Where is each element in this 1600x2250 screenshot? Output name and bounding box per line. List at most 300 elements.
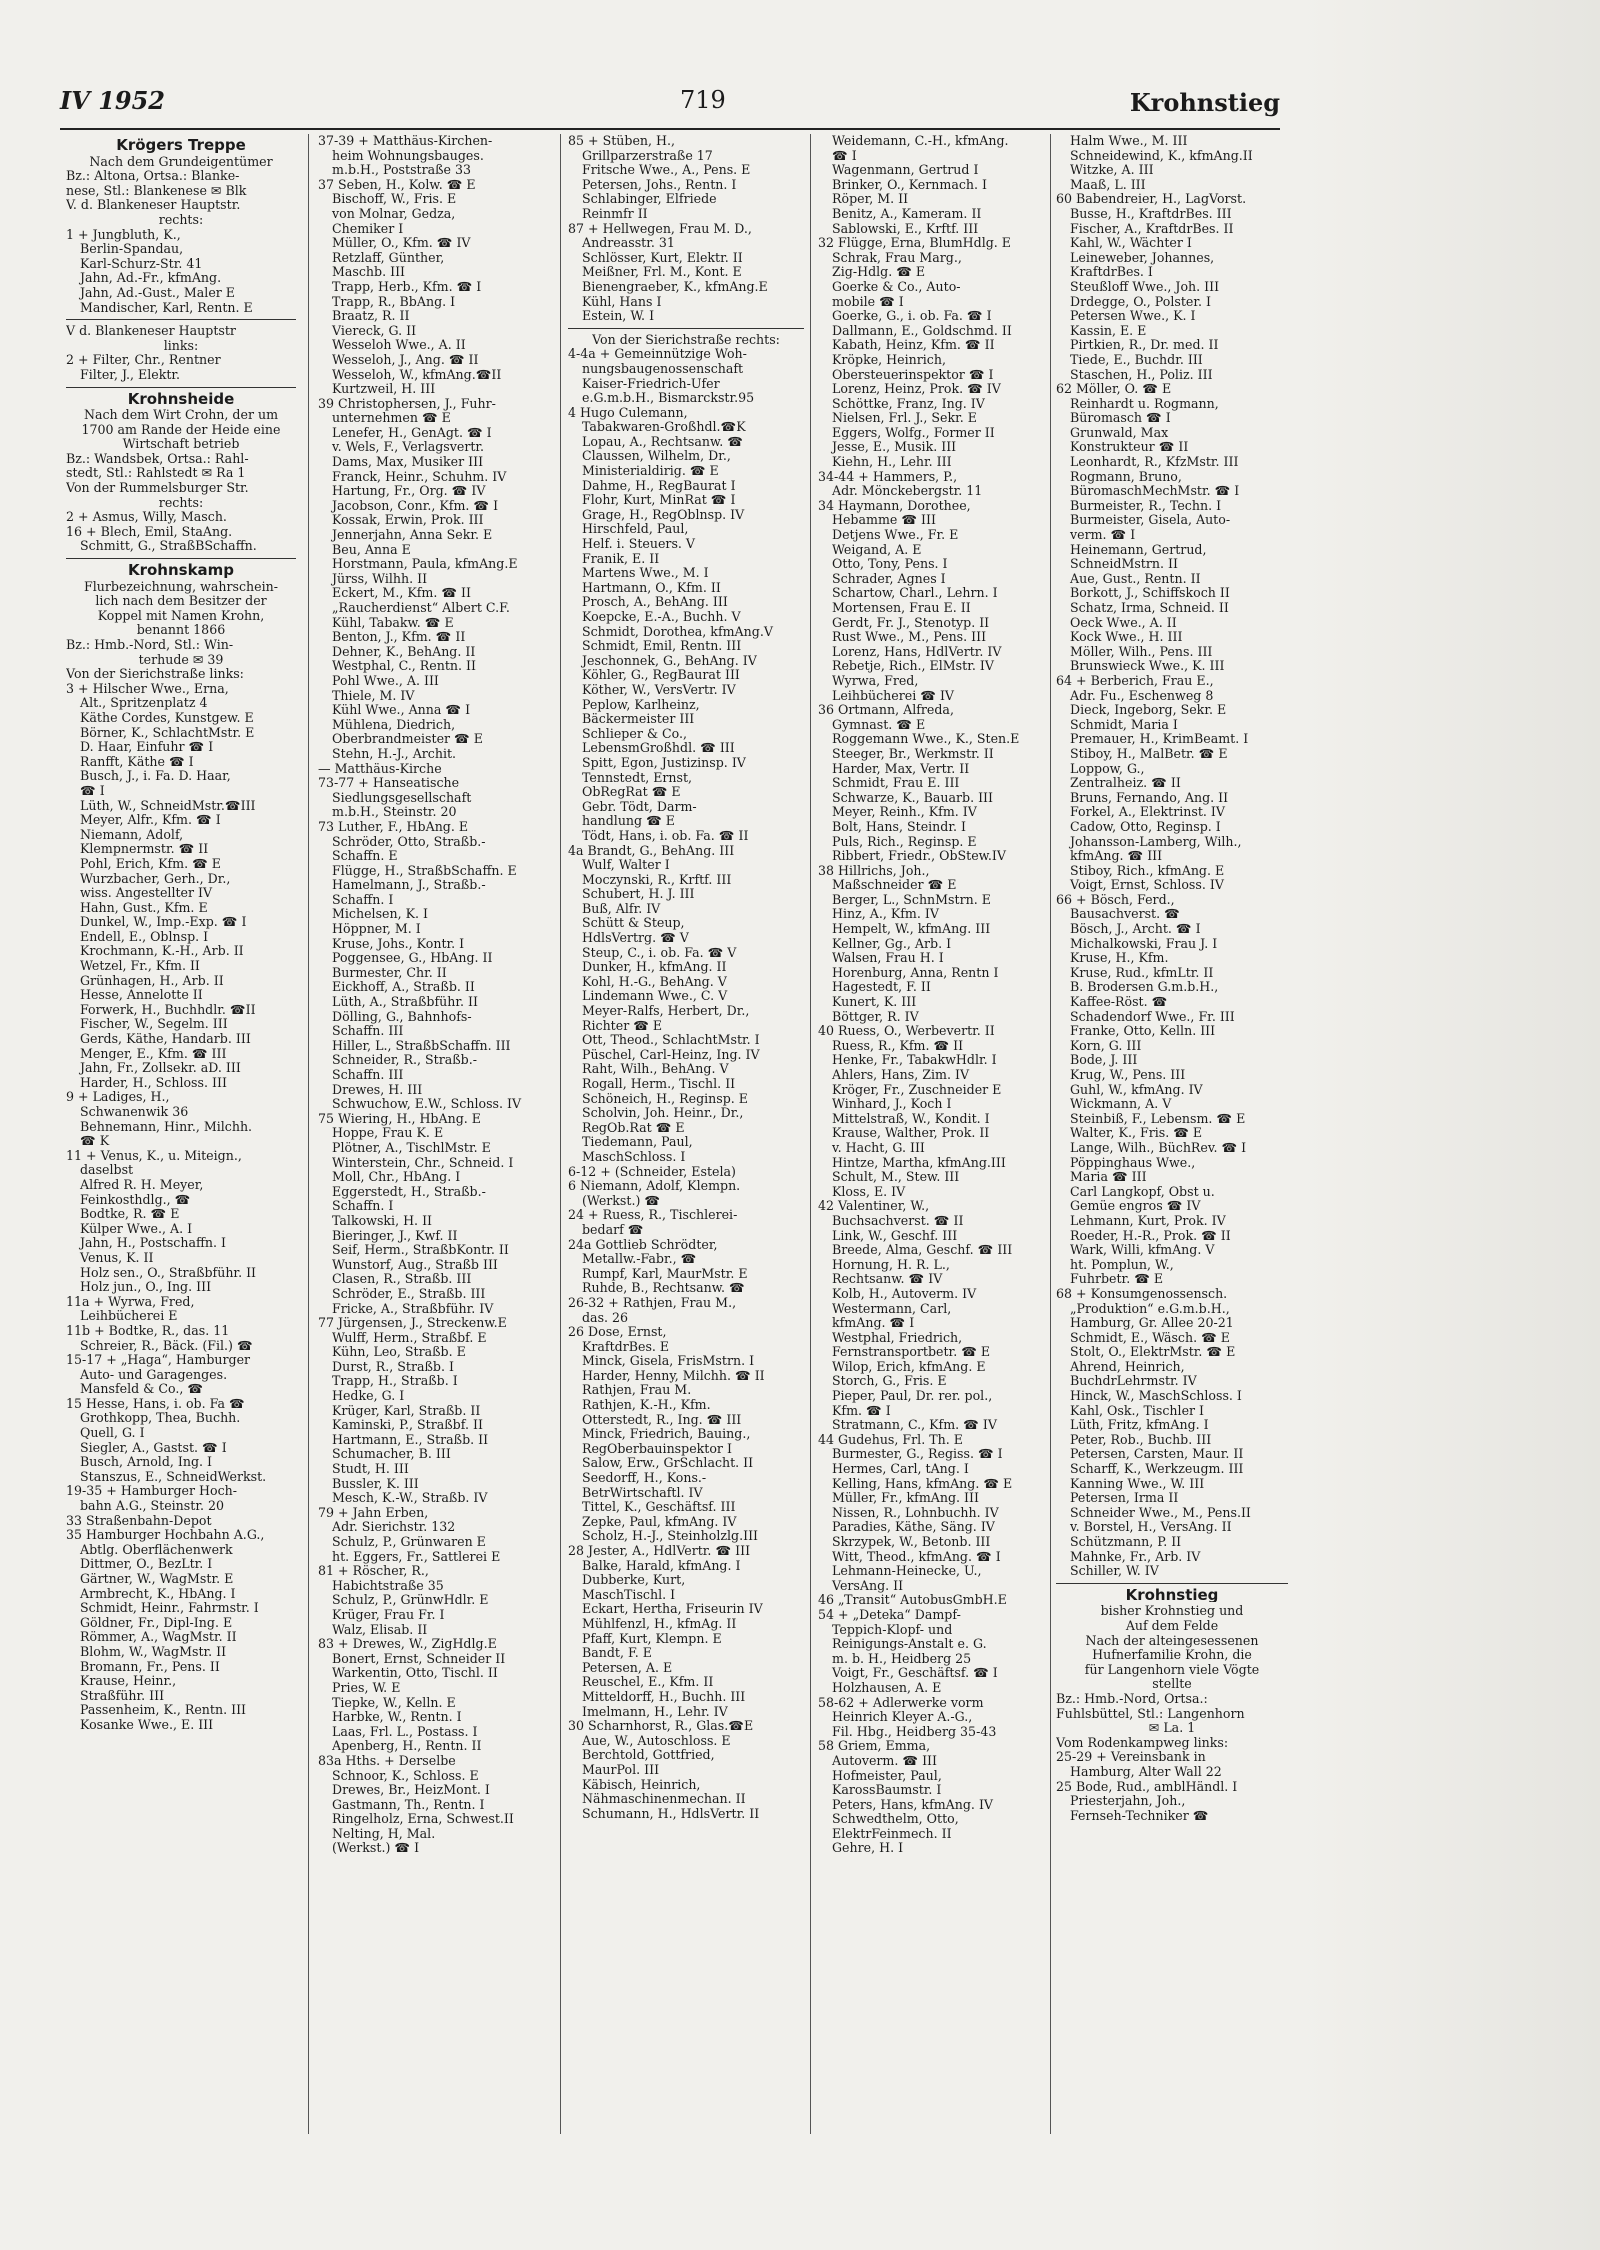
- resident-entry: Käbisch, Heinrich,: [582, 1777, 701, 1792]
- resident-entry: Trapp, Herb., Kfm. ☎ I: [332, 279, 482, 294]
- resident-entry: Schwanenwik 36: [80, 1105, 189, 1119]
- resident-entry: Nissen, R., Lohnbuchh. IV: [832, 1505, 999, 1520]
- resident-entry: ht. Pomplun, W.,: [1070, 1257, 1174, 1272]
- resident-entry: Reinhardt u. Rogmann,: [1070, 396, 1219, 411]
- resident-entry: Mittelstraß, W., Kondit. I: [832, 1111, 990, 1126]
- street-note: Wirtschaft betrieb: [122, 437, 240, 452]
- address-entry: nese, Stl.: Blankenese ✉ Blk: [66, 183, 247, 198]
- resident-entry: Flügge, H., StraßbSchaffn. E: [332, 863, 517, 878]
- resident-entry: Gastmann, Th., Rentn. I: [332, 1797, 485, 1812]
- resident-entry: Apenberg, H., Rentn. II: [332, 1739, 482, 1754]
- resident-entry: Krüger, Frau Fr. I: [332, 1607, 445, 1622]
- resident-entry: kfmAng. ☎ III: [1070, 849, 1163, 864]
- address-entry: 24 + Ruess, R., Tischlerei-: [568, 1208, 738, 1223]
- resident-entry: Dunkel, W., Imp.-Exp. ☎ I: [80, 915, 247, 930]
- resident-entry: Wurzbacher, Gerh., Dr.,: [80, 871, 231, 886]
- resident-entry: Wilop, Erich, kfmAng. E: [832, 1359, 986, 1374]
- resident-entry: Heinrich Kleyer A.-G.,: [832, 1710, 973, 1725]
- resident-entry: Petersen, Carsten, Maur. II: [1070, 1447, 1244, 1462]
- street-note: Von der Sierichstraße rechts:: [592, 332, 780, 347]
- address-entry: 73 Luther, F., HbAng. E: [318, 819, 469, 834]
- street-note: 1700 am Rande der Heide eine: [81, 422, 281, 437]
- street-note: Auf dem Felde: [1125, 1618, 1219, 1633]
- resident-entry: Balke, Harald, kfmAng. I: [582, 1558, 741, 1573]
- resident-entry: Adr. Sierichstr. 132: [332, 1520, 456, 1535]
- resident-entry: Hahn, Gust., Kfm. E: [80, 900, 208, 915]
- resident-entry: Mühlfenzl, H., kfmAg. II: [582, 1616, 737, 1631]
- resident-entry: BüromaschMechMstr. ☎ I: [1070, 484, 1240, 499]
- address-entry: 42 Valentiner, W.,: [818, 1199, 930, 1214]
- resident-entry: Petersen Wwe., K. I: [1070, 309, 1196, 324]
- resident-entry: Zig-Hdlg. ☎ E: [832, 265, 926, 280]
- resident-entry: Bodtke, R. ☎ E: [80, 1207, 180, 1222]
- street-note: rechts:: [158, 495, 204, 510]
- resident-entry: Fischer, A., KraftdrBes. II: [1070, 221, 1234, 236]
- resident-entry: Hinck, W., MaschSchloss. I: [1070, 1389, 1242, 1404]
- resident-entry: Dunker, H., kfmAng. II: [582, 960, 727, 975]
- resident-entry: Kruse, Rud., kfmLtr. II: [1070, 965, 1214, 980]
- resident-entry: Wetzel, Fr., Kfm. II: [80, 959, 200, 974]
- resident-entry: Schaffn. I: [332, 892, 394, 907]
- street-note: terhude ✉ 39: [138, 652, 224, 667]
- resident-entry: heim Wohnungsbauges.: [332, 148, 484, 163]
- resident-entry: Hagestedt, F. II: [832, 980, 931, 995]
- address-entry: 4-4a + Gemeinnützige Woh-: [568, 347, 747, 362]
- address-entry: — Matthäus-Kirche: [318, 761, 442, 776]
- resident-entry: Prosch, A., BehAng. III: [582, 595, 728, 610]
- resident-entry: Maßschneider ☎ E: [832, 878, 957, 893]
- resident-entry: Blohm, W., WagMstr. II: [80, 1644, 227, 1659]
- resident-entry: Estein, W. I: [582, 309, 655, 324]
- address-entry: Vom Rodenkampweg links:: [1056, 1735, 1229, 1750]
- address-entry: Fuhlsbüttel, Stl.: Langenhorn: [1056, 1706, 1245, 1721]
- resident-entry: Dieck, Ingeborg, Sekr. E: [1070, 703, 1227, 718]
- resident-entry: Auto- und Garagenges.: [80, 1367, 228, 1382]
- street-note: bisher Krohnstieg und: [1100, 1604, 1244, 1619]
- resident-entry: Martens Wwe., M. I: [582, 566, 709, 581]
- resident-entry: Wesseloh, W., kfmAng.☎II: [332, 367, 502, 382]
- address-entry: 32 Flügge, Erna, BlumHdlg. E: [818, 236, 1011, 251]
- resident-entry: Hamburg, Alter Wall 22: [1070, 1764, 1222, 1779]
- resident-entry: Bieringer, J., Kwf. II: [332, 1228, 458, 1243]
- resident-entry: Kabath, Heinz, Kfm. ☎ II: [832, 338, 995, 353]
- resident-entry: Schneider, R., Straßb.-: [332, 1053, 477, 1068]
- resident-entry: Breede, Alma, Geschf. ☎ III: [832, 1243, 1013, 1258]
- resident-entry: Halm Wwe., M. III: [1070, 134, 1188, 148]
- address-entry: 44 Gudehus, Frl. Th. E: [818, 1432, 963, 1447]
- resident-entry: Witt, Theod., kfmAng. ☎ I: [832, 1549, 1001, 1564]
- resident-entry: Stanszus, E., SchneidWerkst.: [80, 1469, 267, 1484]
- resident-entry: Jeschonnek, G., BehAng. IV: [582, 653, 757, 668]
- resident-entry: Busch, Arnold, Ing. I: [80, 1455, 213, 1470]
- resident-entry: Detjens Wwe., Fr. E: [832, 528, 959, 543]
- resident-entry: Siedlungsgesellschaft: [332, 790, 472, 805]
- resident-entry: Alt., Spritzenplatz 4: [80, 696, 208, 711]
- address-entry: 79 + Jahn Erben,: [318, 1505, 429, 1520]
- resident-entry: Schreier, R., Bäck. (Fil.) ☎: [80, 1338, 253, 1353]
- resident-entry: Siegler, A., Gastst. ☎ I: [80, 1440, 227, 1455]
- resident-entry: Horstmann, Paula, kfmAng.E: [332, 557, 518, 572]
- resident-entry: Richter ☎ E: [582, 1018, 663, 1033]
- resident-entry: Pfaff, Kurt, Klempn. E: [582, 1631, 722, 1646]
- resident-entry: Westphal, Friedrich,: [832, 1330, 963, 1345]
- resident-entry: Benton, J., Kfm. ☎ II: [332, 630, 466, 645]
- address-entry: 15 Hesse, Hans, i. ob. Fa ☎: [66, 1396, 245, 1411]
- resident-entry: Franck, Heinr., Schuhm. IV: [332, 469, 507, 484]
- resident-entry: Rathjen, K.-H., Kfm.: [582, 1398, 711, 1413]
- address-entry: 73-77 + Hanseatische: [318, 776, 460, 791]
- resident-entry: Drewes, H. III: [332, 1082, 423, 1097]
- resident-entry: Rumpf, Karl, MaurMstr. E: [582, 1266, 748, 1281]
- column-divider: [308, 134, 309, 2134]
- street-note: Flurbezeichnung, wahrschein-: [84, 579, 278, 594]
- resident-entry: VersAng. II: [832, 1578, 904, 1593]
- resident-entry: Bischoff, W., Fris. E: [332, 192, 457, 207]
- resident-entry: Guhl, W., kfmAng. IV: [1070, 1082, 1203, 1097]
- street-note: lich nach dem Besitzer der: [95, 594, 267, 609]
- resident-entry: Menger, E., Kfm. ☎ III: [80, 1046, 227, 1061]
- resident-entry: Rathjen, Frau M.: [582, 1383, 692, 1398]
- resident-entry: Schützmann, P. II: [1070, 1535, 1182, 1549]
- resident-entry: Konstrukteur ☎ II: [1070, 440, 1189, 455]
- resident-entry: Otterstedt, R., Ing. ☎ III: [582, 1412, 742, 1427]
- resident-entry: Grillparzerstraße 17: [582, 148, 713, 163]
- resident-entry: Hamburg, Gr. Allee 20-21: [1070, 1316, 1234, 1331]
- resident-entry: Stiboy, Rich., kfmAng. E: [1070, 863, 1225, 878]
- resident-entry: Walter, K., Fris. ☎ E: [1070, 1126, 1203, 1141]
- resident-entry: Tennstedt, Ernst,: [582, 770, 693, 785]
- address-entry: 11 + Venus, K., u. Miteign.,: [66, 1148, 242, 1163]
- resident-entry: Schneidewind, K., kfmAng.II: [1070, 148, 1253, 163]
- address-entry: Bz.: Hmb.-Nord, Stl.: Win-: [66, 638, 234, 652]
- address-entry: 58-62 + Adlerwerke vorm: [818, 1695, 984, 1710]
- resident-entry: Berger, L., SchnMstrn. E: [832, 892, 991, 907]
- resident-entry: Lehmann-Heinecke, U.,: [832, 1564, 982, 1579]
- address-entry: 24a Gottlieb Schrödter,: [568, 1237, 718, 1252]
- resident-entry: Helf. i. Steuers. V: [582, 537, 696, 552]
- resident-entry: Lenefer, H., GenAgt. ☎ I: [332, 425, 492, 440]
- resident-entry: Niemann, Adolf,: [80, 827, 184, 842]
- resident-entry: Mühlena, Diedrich,: [332, 717, 456, 732]
- resident-entry: Korn, G. III: [1070, 1038, 1142, 1053]
- resident-entry: Schneider Wwe., M., Pens.II: [1070, 1505, 1251, 1520]
- resident-entry: Hebamme ☎ III: [832, 513, 936, 528]
- resident-entry: Jürss, Wilhh. II: [332, 571, 428, 586]
- resident-entry: Jahn, Fr., Zollsekr. aD. III: [80, 1061, 241, 1076]
- resident-entry: Kühl, Hans I: [582, 294, 662, 309]
- resident-entry: Schubert, H. J. III: [582, 887, 695, 902]
- resident-entry: Sablowski, E., Krftf. III: [832, 221, 979, 236]
- resident-entry: Lorenz, Hans, HdlVertr. IV: [832, 644, 1002, 659]
- section-rule: [66, 387, 296, 388]
- resident-entry: Dölling, G., Bahnhofs-: [332, 1009, 472, 1024]
- resident-entry: Bausachverst. ☎: [1070, 907, 1180, 922]
- resident-entry: Hartmann, E., Straßb. II: [332, 1432, 489, 1447]
- address-entry: 26-32 + Rathjen, Frau M.,: [568, 1295, 737, 1310]
- resident-entry: Köther, W., VersVertr. IV: [582, 682, 736, 697]
- street-note: benannt 1866: [136, 623, 226, 638]
- resident-entry: Petersen, A. E: [582, 1660, 673, 1675]
- resident-entry: Schnoor, K., Schloss. E: [332, 1768, 479, 1783]
- resident-entry: Obersteuerinspektor ☎ I: [832, 367, 994, 382]
- address-entry: 33 Straßenbahn-Depot: [66, 1513, 212, 1528]
- resident-entry: Ruhde, B., Rechtsanw. ☎: [582, 1281, 745, 1296]
- resident-entry: Burmester, Chr. II: [332, 965, 447, 980]
- resident-entry: Hiller, L., StraßbSchaffn. III: [332, 1038, 511, 1053]
- resident-entry: Lorenz, Heinz, Prok. ☎ IV: [832, 382, 1001, 397]
- address-entry: Von der Rummelsburger Str.: [66, 481, 249, 496]
- resident-entry: Otto, Tony, Pens. I: [832, 557, 948, 572]
- resident-entry: Braatz, R. II: [332, 309, 410, 324]
- resident-entry: Krause, Walther, Prok. II: [832, 1126, 990, 1141]
- address-entry: 25 Bode, Rud., amblHändl. I: [1056, 1779, 1238, 1794]
- address-entry: Bz.: Hmb.-Nord, Ortsa.:: [1056, 1691, 1208, 1706]
- resident-entry: B. Brodersen G.m.b.H.,: [1070, 980, 1219, 995]
- resident-entry: Warkentin, Otto, Tischl. II: [332, 1666, 498, 1681]
- resident-entry: Walz, Elisab. II: [332, 1622, 428, 1637]
- resident-entry: Leineweber, Johannes,: [1070, 250, 1215, 265]
- resident-entry: Flohr, Kurt, MinRat ☎ I: [582, 493, 736, 508]
- resident-entry: D. Haar, Einfuhr ☎ I: [80, 740, 214, 755]
- running-head: Krohnstieg: [1129, 88, 1280, 117]
- resident-entry: Kfm. ☎ I: [832, 1403, 891, 1418]
- resident-entry: Schaffn. III: [332, 1068, 404, 1082]
- resident-entry: Ribbert, Friedr., ObStew.IV: [832, 849, 1007, 864]
- resident-entry: v. Hacht, G. III: [832, 1140, 925, 1155]
- resident-entry: Michalkowski, Frau J. I: [1070, 936, 1218, 951]
- resident-entry: Schmitt, G., StraßBSchaffn.: [80, 539, 257, 554]
- resident-entry: ☎ K: [80, 1134, 110, 1149]
- resident-entry: Schröder, Otto, Straßb.-: [332, 834, 486, 849]
- address-entry: 40 Ruess, O., Werbevertr. II: [818, 1024, 995, 1039]
- resident-entry: Reinmfr II: [582, 206, 648, 221]
- resident-entry: Kanning Wwe., W. III: [1070, 1476, 1205, 1491]
- resident-entry: Schwarze, K., Bauarb. III: [832, 790, 994, 805]
- resident-entry: Kellner, Gg., Arb. I: [832, 936, 952, 951]
- resident-entry: Viereck, G. II: [332, 323, 417, 338]
- address-entry: 2 + Asmus, Willy, Masch.: [66, 510, 227, 525]
- address-entry: 77 Jürgensen, J., Streckenw.E: [318, 1316, 507, 1331]
- section-rule: [66, 319, 296, 320]
- resident-entry: daselbst: [80, 1163, 134, 1178]
- resident-entry: Drewes, Br., HeizMont. I: [332, 1783, 490, 1798]
- resident-entry: bahn A.G., Steinstr. 20: [80, 1499, 224, 1514]
- resident-entry: Kaminski, P., Straßbf. II: [332, 1418, 483, 1433]
- resident-entry: Pirtkien, R., Dr. med. II: [1070, 338, 1219, 353]
- column-divider: [810, 134, 811, 2134]
- resident-entry: Hirschfeld, Paul,: [582, 522, 689, 537]
- resident-entry: Schmidt, Dorothea, kfmAng.V: [582, 624, 773, 639]
- resident-entry: Pries, W. E: [332, 1680, 401, 1695]
- resident-entry: Talkowski, H. II: [332, 1213, 433, 1228]
- resident-entry: Steup, C., i. ob. Fa. ☎ V: [582, 945, 737, 960]
- resident-entry: Schumann, H., HdlsVertr. II: [582, 1806, 760, 1821]
- resident-entry: Cadow, Otto, Reginsp. I: [1070, 819, 1221, 834]
- resident-entry: Fritsche Wwe., A., Pens. E: [582, 163, 751, 178]
- resident-entry: Seif, Herm., StraßbKontr. II: [332, 1243, 509, 1258]
- resident-entry: Jahn, H., Postschaffn. I: [80, 1236, 227, 1251]
- resident-entry: Schartow, Charl., Lehrn. I: [832, 586, 998, 601]
- resident-entry: Hofmeister, Paul,: [832, 1768, 942, 1783]
- resident-entry: Poggensee, G., HbAng. II: [332, 951, 493, 966]
- resident-entry: Grothkopp, Thea, Buchh.: [80, 1411, 241, 1426]
- resident-entry: Meyer, Reinh., Kfm. IV: [832, 805, 977, 820]
- resident-entry: Schlabinger, Elfriede: [582, 192, 717, 207]
- resident-entry: Schöneich, H., Reginsp. E: [582, 1091, 748, 1106]
- address-entry: 11a + Wyrwa, Fred,: [66, 1294, 195, 1309]
- resident-entry: Seedorff, H., Kons.-: [582, 1471, 707, 1486]
- resident-entry: Kohl, H.-G., BehAng. V: [582, 974, 727, 989]
- resident-entry: Hermes, Carl, tAng. I: [832, 1462, 969, 1477]
- resident-entry: verm. ☎ I: [1070, 528, 1136, 543]
- resident-entry: (Werkst.) ☎ I: [332, 1841, 420, 1856]
- resident-entry: Kosanke Wwe., E. III: [80, 1717, 214, 1732]
- resident-entry: Wunstorf, Aug., Straßb III: [332, 1257, 498, 1272]
- resident-entry: Bösch, J., Archt. ☎ I: [1070, 922, 1201, 937]
- resident-entry: Fuhrbetr. ☎ E: [1070, 1272, 1164, 1287]
- resident-entry: Dubberke, Kurt,: [582, 1573, 686, 1588]
- address-entry: 36 Ortmann, Alfreda,: [818, 703, 954, 718]
- resident-entry: Endell, E., Oblnsp. I: [80, 929, 209, 944]
- resident-entry: Pohl, Erich, Kfm. ☎ E: [80, 856, 222, 871]
- resident-entry: Roeder, H.-R., Prok. ☎ II: [1070, 1228, 1231, 1243]
- resident-entry: Kossak, Erwin, Prok. III: [332, 513, 484, 528]
- resident-entry: Ministerialdirig. ☎ E: [582, 464, 719, 479]
- resident-entry: Stiboy, H., MalBetr. ☎ E: [1070, 746, 1228, 761]
- resident-entry: m.b.H., Steinstr. 20: [332, 805, 457, 820]
- resident-entry: Dittmer, O., BezLtr. I: [80, 1557, 213, 1572]
- address-entry: 35 Hamburger Hochbahn A.G.,: [66, 1528, 265, 1543]
- address-entry: 60 Babendreier, H., LagVorst.: [1056, 192, 1247, 207]
- resident-entry: Stratmann, C., Kfm. ☎ IV: [832, 1418, 997, 1433]
- resident-entry: Holz jun., O., Ing. III: [80, 1280, 212, 1295]
- address-entry: 39 Christophersen, J., Fuhr-: [318, 396, 496, 411]
- resident-entry: Habichtstraße 35: [332, 1578, 444, 1593]
- resident-entry: Berlin-Spandau,: [80, 242, 184, 257]
- address-entry: 9 + Ladiges, H.,: [66, 1090, 170, 1105]
- resident-entry: Lehmann, Kurt, Prok. IV: [1070, 1213, 1226, 1228]
- resident-entry: Kahl, W., Wächter I: [1070, 236, 1192, 251]
- street-note: Nach der alteingesessenen: [1085, 1633, 1259, 1648]
- address-entry: 4 Hugo Culemann,: [568, 405, 688, 420]
- resident-entry: Westermann, Carl,: [832, 1301, 952, 1316]
- resident-entry: Hoppe, Frau K. E: [332, 1126, 444, 1141]
- resident-entry: Kahl, Osk., Tischler I: [1070, 1403, 1205, 1418]
- resident-entry: Holzhausen, A. E: [832, 1680, 942, 1695]
- address-entry: 83 + Drewes, W., ZigHdlg.E: [318, 1637, 497, 1652]
- resident-entry: Tiedemann, Paul,: [582, 1135, 693, 1150]
- address-entry: 75 Wiering, H., HbAng. E: [318, 1111, 481, 1126]
- resident-entry: Schaffn. III: [332, 1024, 404, 1039]
- resident-entry: Mansfeld & Co., ☎: [80, 1382, 204, 1397]
- resident-entry: Möller, Wilh., Pens. III: [1070, 644, 1213, 659]
- resident-entry: (Werkst.) ☎: [582, 1193, 661, 1208]
- resident-entry: Jennerjahn, Anna Sekr. E: [332, 528, 493, 543]
- resident-entry: Steußloff Wwe., Joh. III: [1070, 279, 1220, 294]
- resident-entry: Plötner, A., TischlMstr. E: [332, 1140, 491, 1155]
- resident-entry: Hintze, Martha, kfmAng.III: [832, 1155, 1006, 1170]
- column-1: [66, 134, 296, 1733]
- resident-entry: Moll, Chr., HbAng. I: [332, 1170, 461, 1185]
- resident-entry: Tittel, K., Geschäftsf. III: [582, 1500, 736, 1515]
- resident-entry: Burmeister, R., Techn. I: [1070, 498, 1222, 513]
- resident-entry: Hesse, Annelotte II: [80, 988, 203, 1003]
- resident-entry: Kühn, Leo, Straßb. E: [332, 1345, 466, 1360]
- address-entry: Bz.: Wandsbek, Ortsa.: Rahl-: [66, 451, 249, 466]
- resident-entry: Priesterjahn, Joh.,: [1070, 1794, 1186, 1809]
- resident-entry: bedarf ☎: [582, 1222, 644, 1237]
- column-5: [1056, 134, 1288, 1823]
- address-entry: 37-39 + Matthäus-Kirchen-: [318, 134, 493, 148]
- resident-entry: Aue, Gust., Rentn. II: [1070, 571, 1201, 586]
- resident-entry: Fischer, W., Segelm. III: [80, 1017, 228, 1032]
- resident-entry: Ranfft, Käthe ☎ I: [80, 754, 194, 769]
- resident-entry: Hedke, G. I: [332, 1389, 405, 1404]
- resident-entry: Dahme, H., RegBaurat I: [582, 478, 736, 493]
- resident-entry: Mitteldorff, H., Buchh. III: [582, 1689, 746, 1704]
- resident-entry: Kröpke, Heinrich,: [832, 352, 946, 367]
- resident-entry: Peters, Hans, kfmAng. IV: [832, 1797, 994, 1812]
- resident-entry: Schwuchow, E.W., Schloss. IV: [332, 1097, 522, 1112]
- resident-entry: Trapp, R., BbAng. I: [332, 294, 456, 309]
- resident-entry: Raht, Wilh., BehAng. V: [582, 1062, 729, 1077]
- resident-entry: Voigt, Ernst, Schloss. IV: [1070, 878, 1224, 893]
- resident-entry: BuchdrLehrmstr. IV: [1070, 1374, 1197, 1389]
- address-entry: 28 Jester, A., HdlVertr. ☎ III: [568, 1544, 751, 1558]
- resident-entry: Premauer, H., KrimBeamt. I: [1070, 732, 1249, 747]
- resident-entry: Reinigungs-Anstalt e. G.: [832, 1637, 987, 1652]
- resident-entry: Höppner, M. I: [332, 922, 421, 937]
- resident-entry: Paradies, Käthe, Säng. IV: [832, 1520, 995, 1535]
- resident-entry: ObRegRat ☎ E: [582, 785, 681, 800]
- resident-entry: Feinkosthdlg., ☎: [80, 1192, 191, 1207]
- header-rule: [60, 128, 1280, 130]
- resident-entry: Börner, K., SchlachtMstr. E: [80, 725, 255, 740]
- resident-entry: Klempnermstr. ☎ II: [80, 842, 209, 857]
- address-entry: 11b + Bodtke, R., das. 11: [66, 1323, 230, 1338]
- address-entry: 83a Hths. + Derselbe: [318, 1753, 456, 1768]
- resident-entry: Göldner, Fr., Dipl-Ing. E: [80, 1615, 233, 1630]
- resident-entry: Buß, Alfr. IV: [582, 901, 661, 916]
- resident-entry: Straßführ. III: [80, 1688, 165, 1703]
- resident-entry: Borkott, J., Schiffskoch II: [1070, 586, 1230, 601]
- resident-entry: Kaffee-Röst. ☎: [1070, 995, 1168, 1010]
- resident-entry: Röper, M. II: [832, 192, 909, 207]
- resident-entry: Ott, Theod., SchlachtMstr. I: [582, 1033, 760, 1048]
- resident-entry: Schmidt, Maria I: [1070, 717, 1178, 732]
- resident-entry: Hempelt, W., kfmAng. III: [832, 922, 991, 937]
- resident-entry: Kunert, K. III: [832, 995, 917, 1010]
- resident-entry: Laas, Frl. L., Postass. I: [332, 1724, 478, 1739]
- resident-entry: Schmidt, E., Wäsch. ☎ E: [1070, 1330, 1230, 1345]
- resident-entry: Lüth, Fritz, kfmAng. I: [1070, 1418, 1209, 1433]
- resident-entry: Bolt, Hans, Steindr. I: [832, 819, 966, 834]
- resident-entry: KarossBaumstr. I: [832, 1783, 942, 1798]
- address-entry: V. d. Blankeneser Hauptstr.: [66, 198, 241, 213]
- resident-entry: Bromann, Fr., Pens. II: [80, 1659, 220, 1674]
- resident-entry: Schadendorf Wwe., Fr. III: [1070, 1009, 1235, 1024]
- resident-entry: MaschSchloss. I: [582, 1149, 686, 1164]
- column-3: [568, 134, 804, 1821]
- address-entry: 16 + Blech, Emil, StaAng.: [66, 524, 233, 539]
- column-divider: [560, 134, 561, 2134]
- resident-entry: Voigt, Fr., Geschäftsf. ☎ I: [832, 1666, 998, 1681]
- resident-entry: Henke, Fr., TabakwHdlr. I: [832, 1053, 997, 1068]
- resident-entry: Krause, Heinr.,: [80, 1674, 177, 1689]
- resident-entry: Reuschel, E., Kfm. II: [582, 1675, 714, 1690]
- resident-entry: Puls, Rich., Reginsp. E: [832, 834, 977, 849]
- resident-entry: Böttger, R. IV: [832, 1009, 919, 1024]
